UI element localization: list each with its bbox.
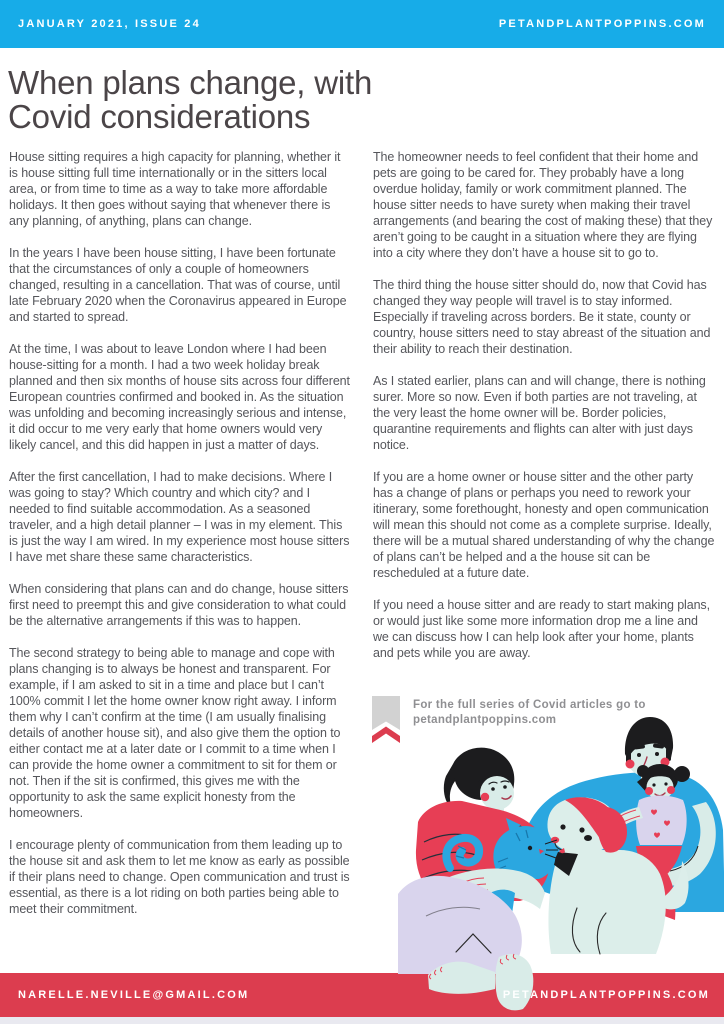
paragraph: As I stated earlier, plans can and will change, there is nothing surer. More so now. Even if both parties are not traveling, at the very least the home owner will be. Border policies, quarantine requirements and flights can alter with just days notice. bbox=[373, 374, 706, 452]
callout-line1: For the full series of Covid articles go to bbox=[413, 699, 646, 711]
header-issue-label: JANUARY 2021, ISSUE 24 bbox=[18, 18, 201, 30]
paragraph: At the time, I was about to leave London where I had been house-sitting for a month. I had a two week holiday break planned and then six months of house sits across four different European countries confirmed and booked in. As the situation was unfolding and becoming increasingly serious and intense, it did occur to me very early that home owners would very likely cancel, and this did happen in just a matter of days. bbox=[9, 342, 350, 452]
callout-line2: petandplantpoppins.com bbox=[413, 714, 557, 726]
paragraph: The second strategy to being able to manage and cope with plans changing is to always be honest and transparent. For example, if I am asked to sit in a time and place but I can’t 100% commit I let the home owner know right away. I inform them why I can’t confirm at the time (I am usually finalising details of another house sit), and also give them the option to either contact me at a later date or I commit to a time when I can provide the home owner a commitment to sit for them or not. Then if the sit is confirmed, this gives me with the opportunity to ask the same explicit honesty from the homeowners. bbox=[9, 646, 341, 820]
paragraph: In the years I have been house sitting, I have been fortunate that the circumstances of only a couple of homeowners changed, resulting in a cancellation. That was of course, until late February 2020 when the Coronavirus appeared in Europe and started to spread. bbox=[9, 246, 347, 324]
header-bar bbox=[0, 0, 724, 48]
paragraph: If you need a house sitter and are ready to start making plans, or would just like some more information drop me a line and we can discuss how I can help look after your home, plants and pets while you are away. bbox=[373, 598, 710, 660]
paragraph: After the first cancellation, I had to make decisions. Where I was going to stay? Which country and which city? and I needed to find suitable accommodation. As a seasoned traveler, and a high detail planner – I was in my element. This is just the way I am wired. In my experience most house sitters I have met share these same characteristics. bbox=[9, 470, 350, 564]
paragraph: I encourage plenty of communication from them leading up to the house sit and ask them to let me know as early as possible if their plans need to change. Open communication and trust is essential, as there is a lot riding on both parties being able to meet their commitment. bbox=[9, 838, 350, 916]
paragraph: House sitting requires a high capacity for planning, whether it is house sitting full time internationally or in the sitters local area, or from time to time as a way to take more affordable holidays. It then goes without saying that whenever there is any planning, of anything, plans can change. bbox=[9, 150, 341, 228]
paragraph: If you are a home owner or house sitter and the other party has a change of plans or perhaps you need to rework your itinerary, some forethought, honesty and open communication will mean this should not come as a complete surprise. Ideally, there will be a mutual shared understanding of why the change of plans can’t be helped and a the house sit can be rescheduled at a future date. bbox=[373, 470, 715, 580]
article-column-left bbox=[9, 149, 352, 933]
paragraph: When considering that plans can and do change, house sitters first need to preempt this and give consideration to what could be the alternative arrangements if this was to happen. bbox=[9, 582, 349, 628]
page-title: When plans change, with Covid considerations bbox=[8, 64, 373, 135]
bookmark-ribbon-icon bbox=[372, 696, 400, 743]
paragraph: The third thing the house sitter should do, now that Covid has changed they way people will travel is to stay informed. Especially if traveling across borders. Be it state, county or country, house sitters need to stay abreast of the situation and their ability to reach their destination. bbox=[373, 278, 711, 356]
footer-site-label: PETANDPLANTPOPPINS.COM bbox=[502, 989, 710, 1001]
header-site-label: PETANDPLANTPOPPINS.COM bbox=[498, 18, 706, 30]
footer-email-label: NARELLE.NEVILLE@GMAIL.COM bbox=[18, 989, 250, 1001]
paragraph: The homeowner needs to feel confident that their home and pets are going to be cared for. They probably have a long overdue holiday, family or work commitment planned. The house sitter needs to have surety when making their travel arrangements (and bearing the cost of making these) that they aren’t going to be caught in a situation where they are flying into a city where they don’t have a house sit to go to. bbox=[373, 150, 713, 260]
family-with-pets-illustration bbox=[398, 712, 724, 1024]
